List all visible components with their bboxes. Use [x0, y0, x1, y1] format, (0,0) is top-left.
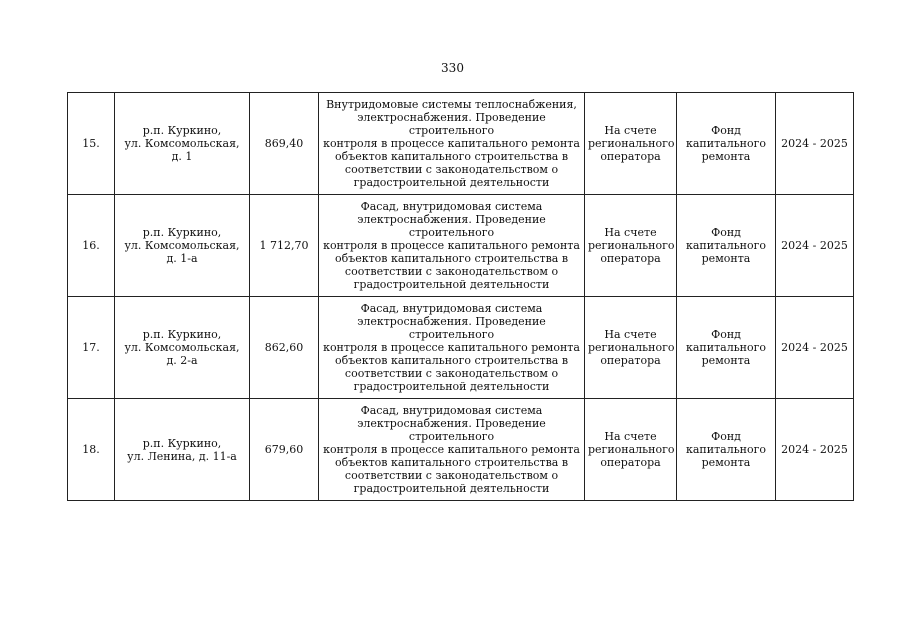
area-cell: 862,60: [250, 297, 319, 399]
period-cell: 2024 - 2025: [776, 297, 854, 399]
works-cell: Внутридомовые системы теплоснабжения, электроснабжения. Проведение строительного контроля в процессе капитального ремонта объектов капитального строительства в соответствии с законодательством о градостроительной деятельности: [319, 93, 585, 195]
area-cell: 869,40: [250, 93, 319, 195]
account-cell: На счете регионального оператора: [585, 297, 677, 399]
works-cell: Фасад, внутридомовая система электроснабжения. Проведение строительного контроля в процессе капитального ремонта объектов капитального строительства в соответствии с законодательством о градостроительной деятельности: [319, 195, 585, 297]
fund-cell: Фонд капитального ремонта: [677, 93, 776, 195]
row-number-cell: 16.: [68, 195, 115, 297]
address-cell: р.п. Куркино, ул. Комсомольская, д. 1: [115, 93, 250, 195]
period-cell: 2024 - 2025: [776, 195, 854, 297]
table-row: [68, 195, 854, 297]
fund-cell: Фонд капитального ремонта: [677, 195, 776, 297]
account-cell: На счете регионального оператора: [585, 195, 677, 297]
table-body: [68, 93, 854, 501]
area-cell: 1 712,70: [250, 195, 319, 297]
table-row: [68, 399, 854, 501]
address-cell: р.п. Куркино, ул. Ленина, д. 11-а: [115, 399, 250, 501]
repair-program-table: [67, 92, 854, 501]
table-row: [68, 297, 854, 399]
fund-cell: Фонд капитального ремонта: [677, 399, 776, 501]
address-cell: р.п. Куркино, ул. Комсомольская, д. 2-а: [115, 297, 250, 399]
period-cell: 2024 - 2025: [776, 399, 854, 501]
page-number: 330: [441, 61, 464, 75]
address-cell: р.п. Куркино, ул. Комсомольская, д. 1-а: [115, 195, 250, 297]
period-cell: 2024 - 2025: [776, 93, 854, 195]
works-cell: Фасад, внутридомовая система электроснабжения. Проведение строительного контроля в процессе капитального ремонта объектов капитального строительства в соответствии с законодательством о градостроительной деятельности: [319, 399, 585, 501]
works-cell: Фасад, внутридомовая система электроснабжения. Проведение строительного контроля в процессе капитального ремонта объектов капитального строительства в соответствии с законодательством о градостроительной деятельности: [319, 297, 585, 399]
area-cell: 679,60: [250, 399, 319, 501]
account-cell: На счете регионального оператора: [585, 93, 677, 195]
row-number-cell: 18.: [68, 399, 115, 501]
table-row: [68, 93, 854, 195]
row-number-cell: 17.: [68, 297, 115, 399]
account-cell: На счете регионального оператора: [585, 399, 677, 501]
row-number-cell: 15.: [68, 93, 115, 195]
fund-cell: Фонд капитального ремонта: [677, 297, 776, 399]
